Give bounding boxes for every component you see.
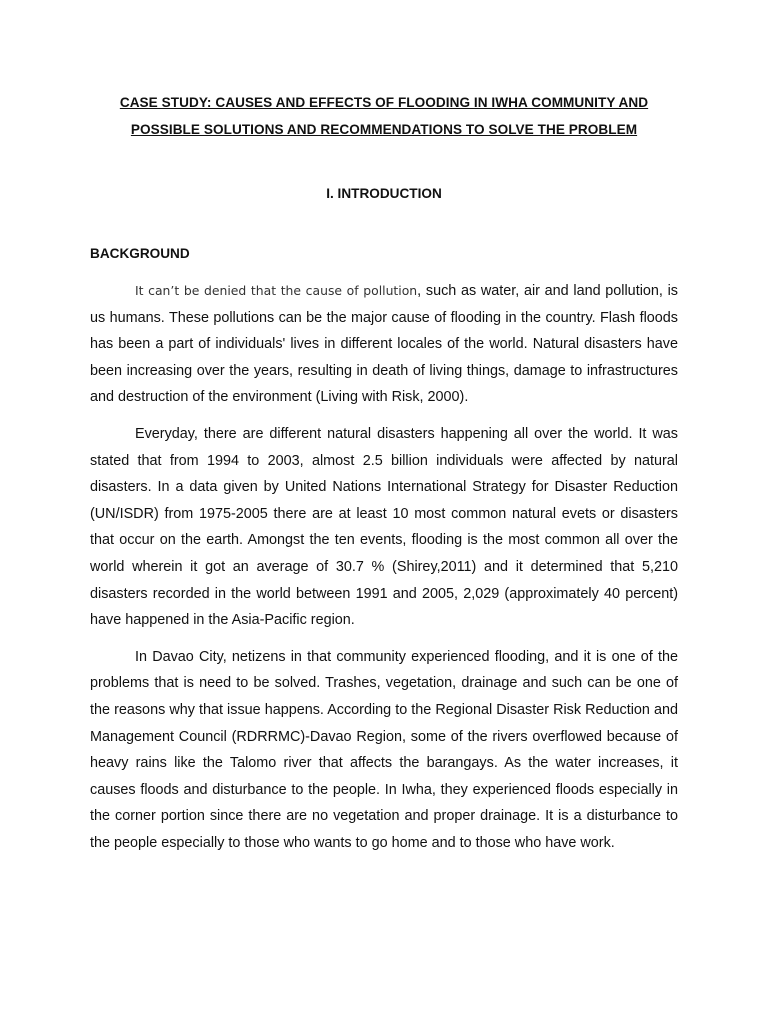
document-title-line-1: CASE STUDY: CAUSES AND EFFECTS OF FLOODING IN IWHA COMMUNITY AND [119,95,649,110]
sub-heading-background: BACKGROUND [90,246,190,261]
paragraph-3: In Davao City, netizens in that community experienced flooding, and it is one of the problems that is need to be solved. Trashes, vegetation, drainage and such can be one of the reasons why that issue happens. According to the Regional Disaster Risk Reduction and Management Council (RDRRMC)-Davao Region, some of the rivers overflowed because of heavy rains like the Talomo river that affects the barangays. As the water increases, it causes floods and disturbance to the people. In Iwha, they experienced floods especially in the corner portion since there are no vegetation and proper drainage. It is a disturbance to the people especially to those who wants to go home and to those who have work. [90,648,678,851]
document-title-line-2: POSSIBLE SOLUTIONS AND RECOMMENDATIONS TO SOLVE THE PROBLEM [130,121,638,137]
section-heading-introduction: I. INTRODUCTION [326,186,442,201]
body-text [90,278,678,866]
document-title [90,90,678,143]
paragraph-1 [90,278,678,411]
paragraph-1-lead-in: It can’t be denied that the cause of pollution [135,283,418,298]
paragraph-2: Everyday, there are different natural disasters happening all over the world. It was stated that from 1994 to 2003, almost 2.5 billion individuals were affected by natural disasters. In a data given by United Nations International Strategy for Disaster Reduction (UN/ISDR) from 1975-2005 there are at least 10 most common natural evets or disasters that occur on the earth. Amongst the ten events, flooding is the most common all over the world wherein it got an average of 30.7 % (Shirey,2011) and it determined that 5,210 disasters recorded in the world between 1991 and 2005, 2,029 (approximately 40 percent) have happened in the Asia-Pacific region. [90,425,678,629]
paragraph-1-text: , such as water, air and land pollution, is us humans. These pollutions can be the major cause of flooding in the country. Flash floods has been a part of individuals' lives in different locales of the world. Natural disasters have been increasing over the years, resulting in death of living things, damage to infrastructures and destruction of the environment (Living with Risk, 2000). [90,283,678,406]
